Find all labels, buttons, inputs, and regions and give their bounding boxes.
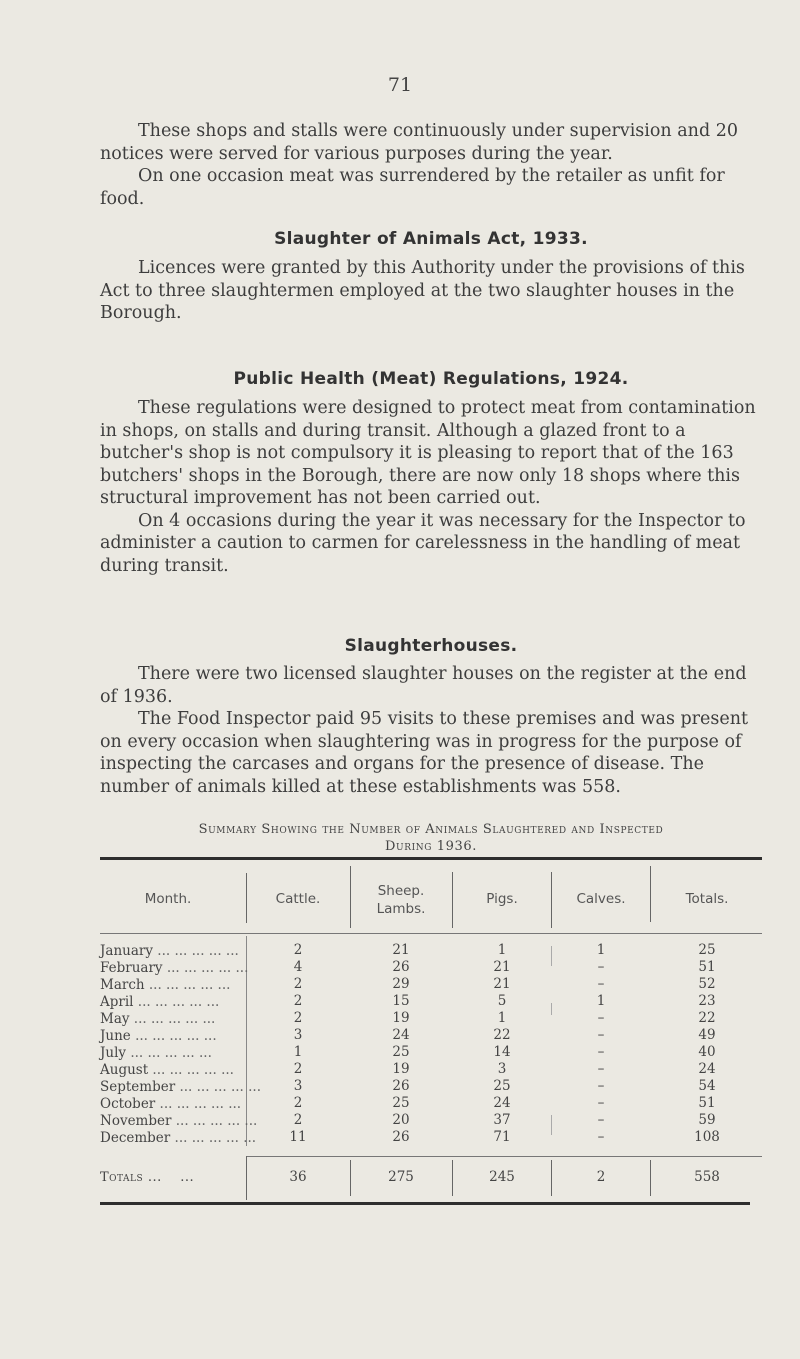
month-cell <box>100 1011 236 1027</box>
cell-pigs: 14 <box>493 1044 511 1060</box>
cell-cattle: 2 <box>293 1010 303 1026</box>
cell-calves: 1 <box>596 993 606 1009</box>
section-meat-regulations <box>100 397 762 577</box>
cell-calves: – <box>597 1095 605 1111</box>
month-name: April <box>100 994 134 1010</box>
leader-dots: ... ... ... ... ... <box>162 960 249 976</box>
table-caption-line-1: Summary Showing the Number of Animals Slaughtered and Inspected <box>198 822 664 837</box>
leader-dots: ... ... ... ... ... <box>171 1113 258 1129</box>
leader-dots: ... ... ... ... ... <box>144 977 231 993</box>
cell-cattle: 2 <box>293 942 303 958</box>
section-slaughter-act <box>100 257 762 325</box>
month-cell <box>100 1079 262 1095</box>
month-name: December <box>100 1130 171 1146</box>
header-month: Month. <box>144 891 192 907</box>
cell-totals: 40 <box>698 1044 716 1060</box>
intro-block <box>100 120 762 210</box>
month-cell <box>100 943 239 959</box>
cell-pigs: 25 <box>493 1078 511 1094</box>
table-top-rule <box>100 857 762 860</box>
slaughterhouses-paragraph-1: There were two licensed slaughter houses on the register at the end of 1936. <box>100 664 747 707</box>
cell-sheep: 26 <box>392 959 410 975</box>
month-name: May <box>100 1011 130 1027</box>
cell-calves: – <box>597 1044 605 1060</box>
month-cell <box>100 1130 257 1146</box>
cell-cattle: 2 <box>293 976 303 992</box>
cell-totals: 24 <box>698 1061 716 1077</box>
totals-grand-total: 558 <box>694 1169 720 1185</box>
cell-cattle: 2 <box>293 1061 303 1077</box>
heading-slaughterhouses: Slaughterhouses. <box>344 636 518 656</box>
column-divider <box>350 1160 351 1196</box>
cell-cattle: 3 <box>293 1027 303 1043</box>
slaughterhouses-paragraph-2: The Food Inspector paid 95 visits to these premises and was present on every occasion when slaughtering was in progress for the purpose of inspecting the carcases and organs for the presence of disease. The number of animals killed at these establishments was 558. <box>100 709 749 797</box>
column-divider <box>551 1003 552 1015</box>
cell-cattle: 3 <box>293 1078 303 1094</box>
cell-sheep: 15 <box>392 993 410 1009</box>
cell-sheep: 20 <box>392 1112 410 1128</box>
heading-slaughter-of-animals-act: Slaughter of Animals Act, 1933. <box>274 229 588 249</box>
totals-pigs: 245 <box>489 1169 515 1185</box>
cell-pigs: 71 <box>493 1129 511 1145</box>
cell-sheep: 24 <box>392 1027 410 1043</box>
column-divider <box>350 866 351 928</box>
cell-sheep: 19 <box>392 1010 410 1026</box>
cell-calves: – <box>597 1061 605 1077</box>
cell-pigs: 3 <box>497 1061 507 1077</box>
table-caption-line-2: During 1936. <box>385 839 477 854</box>
cell-cattle: 2 <box>293 993 303 1009</box>
totals-calves: 2 <box>596 1169 606 1185</box>
header-rule <box>100 933 762 934</box>
cell-totals: 25 <box>698 942 716 958</box>
month-name: February <box>100 960 163 976</box>
cell-totals: 59 <box>698 1112 716 1128</box>
intro-paragraph-1: These shops and stalls were continuously under supervision and 20 notices were served for various purposes during the year. <box>100 121 738 164</box>
column-divider <box>246 873 247 923</box>
cell-calves: – <box>597 1027 605 1043</box>
leader-dots: ... ... ... ... ... <box>126 1045 212 1061</box>
column-divider <box>551 1115 552 1135</box>
cell-sheep: 25 <box>392 1044 410 1060</box>
cell-sheep: 29 <box>392 976 410 992</box>
cell-calves: – <box>597 1078 605 1094</box>
meat-regulations-paragraph-2: On 4 occasions during the year it was necessary for the Inspector to administer a caution to carmen for carelessness in the handling of meat during transit. <box>100 510 746 576</box>
header-calves: Calves. <box>576 891 626 907</box>
leader-dots: ... ... ... ... ... <box>148 1062 234 1078</box>
leader-dots: ... ... ... ... ... <box>175 1079 262 1095</box>
month-cell <box>100 960 249 976</box>
month-cell <box>100 1096 242 1112</box>
header-pigs: Pigs. <box>486 891 518 907</box>
section-slaughterhouses <box>100 663 762 798</box>
column-divider <box>452 1160 453 1196</box>
column-divider <box>452 872 453 928</box>
intro-paragraph-2: On one occasion meat was surrendered by the retailer as unfit for food. <box>100 166 725 209</box>
leader-dots: ... ... ... ... ... <box>129 1011 216 1027</box>
table-bottom-rule <box>100 1202 750 1205</box>
leader-dots: ... ... ... ... ... <box>170 1130 257 1146</box>
month-name: June <box>100 1028 131 1044</box>
cell-calves: – <box>597 1129 605 1145</box>
cell-sheep: 26 <box>392 1078 410 1094</box>
cell-pigs: 5 <box>497 993 507 1009</box>
cell-totals: 49 <box>698 1027 716 1043</box>
totals-rule <box>246 1156 762 1157</box>
column-divider <box>551 946 552 966</box>
heading-public-health-meat-regulations: Public Health (Meat) Regulations, 1924. <box>233 369 629 389</box>
slaughter-act-paragraph: Licences were granted by this Authority under the provisions of this Act to three slaughtermen employed at the two slaughter houses in the Borough. <box>100 258 745 323</box>
cell-cattle: 2 <box>293 1095 303 1111</box>
cell-calves: – <box>597 1112 605 1128</box>
leader-dots: ... ... ... ... ... <box>155 1096 242 1112</box>
cell-totals: 22 <box>698 1010 716 1026</box>
month-cell <box>100 1113 258 1129</box>
totals-sheep: 275 <box>388 1169 414 1185</box>
cell-totals: 51 <box>698 1095 716 1111</box>
month-name: August <box>100 1062 149 1078</box>
month-cell <box>100 1062 236 1078</box>
month-cell <box>100 1028 236 1044</box>
leader-dots: ... ... ... ... ... <box>133 994 220 1010</box>
cell-totals: 23 <box>698 993 716 1009</box>
cell-totals: 54 <box>698 1078 716 1094</box>
month-name: September <box>100 1079 176 1095</box>
cell-pigs: 24 <box>493 1095 511 1111</box>
cell-calves: – <box>597 976 605 992</box>
column-divider <box>650 866 651 922</box>
cell-sheep: 19 <box>392 1061 410 1077</box>
month-cell <box>100 977 236 993</box>
totals-label-text: Totals <box>100 1170 144 1185</box>
leader-dots: ... ... ... ... ... <box>130 1028 217 1044</box>
cell-cattle: 11 <box>289 1129 307 1145</box>
month-name: October <box>100 1096 156 1112</box>
column-divider <box>551 1160 552 1196</box>
meat-regulations-paragraph-1: These regulations were designed to protect meat from contamination in shops, on stalls and during transit. Although a glazed front to a butcher's shop is not compulsory it is pleasing to report that of the 163 butchers' shops in the Borough, there are now only 18 shops where this structural improvement has not been carried out. <box>100 398 756 508</box>
cell-pigs: 1 <box>497 942 507 958</box>
month-name: November <box>100 1113 172 1129</box>
cell-calves: – <box>597 959 605 975</box>
month-cell <box>100 994 236 1010</box>
cell-sheep: 26 <box>392 1129 410 1145</box>
cell-calves: – <box>597 1010 605 1026</box>
cell-pigs: 1 <box>497 1010 507 1026</box>
month-name: January <box>100 943 153 959</box>
leader-dots: ... ... ... ... ... <box>152 943 239 959</box>
column-divider <box>650 1160 651 1196</box>
month-name: July <box>100 1045 127 1061</box>
page-number: 71 <box>387 74 413 96</box>
month-name: March <box>100 977 145 993</box>
header-sheep: Sheep. <box>377 883 425 899</box>
cell-totals: 52 <box>698 976 716 992</box>
leader-dots: ... ... <box>143 1170 195 1185</box>
cell-totals: 51 <box>698 959 716 975</box>
cell-totals: 108 <box>694 1129 720 1145</box>
cell-cattle: 4 <box>293 959 303 975</box>
header-totals: Totals. <box>685 891 729 907</box>
column-divider <box>551 872 552 928</box>
cell-calves: 1 <box>596 942 606 958</box>
cell-sheep: 25 <box>392 1095 410 1111</box>
header-lambs: Lambs. <box>376 901 426 917</box>
column-divider <box>246 1156 247 1200</box>
header-cattle: Cattle. <box>275 891 321 907</box>
cell-cattle: 2 <box>293 1112 303 1128</box>
totals-row-label <box>100 1170 236 1185</box>
cell-pigs: 21 <box>493 959 511 975</box>
totals-cattle: 36 <box>289 1169 307 1185</box>
cell-cattle: 1 <box>293 1044 303 1060</box>
cell-sheep: 21 <box>392 942 410 958</box>
month-cell <box>100 1045 236 1061</box>
cell-pigs: 21 <box>493 976 511 992</box>
cell-pigs: 22 <box>493 1027 511 1043</box>
cell-pigs: 37 <box>493 1112 511 1128</box>
